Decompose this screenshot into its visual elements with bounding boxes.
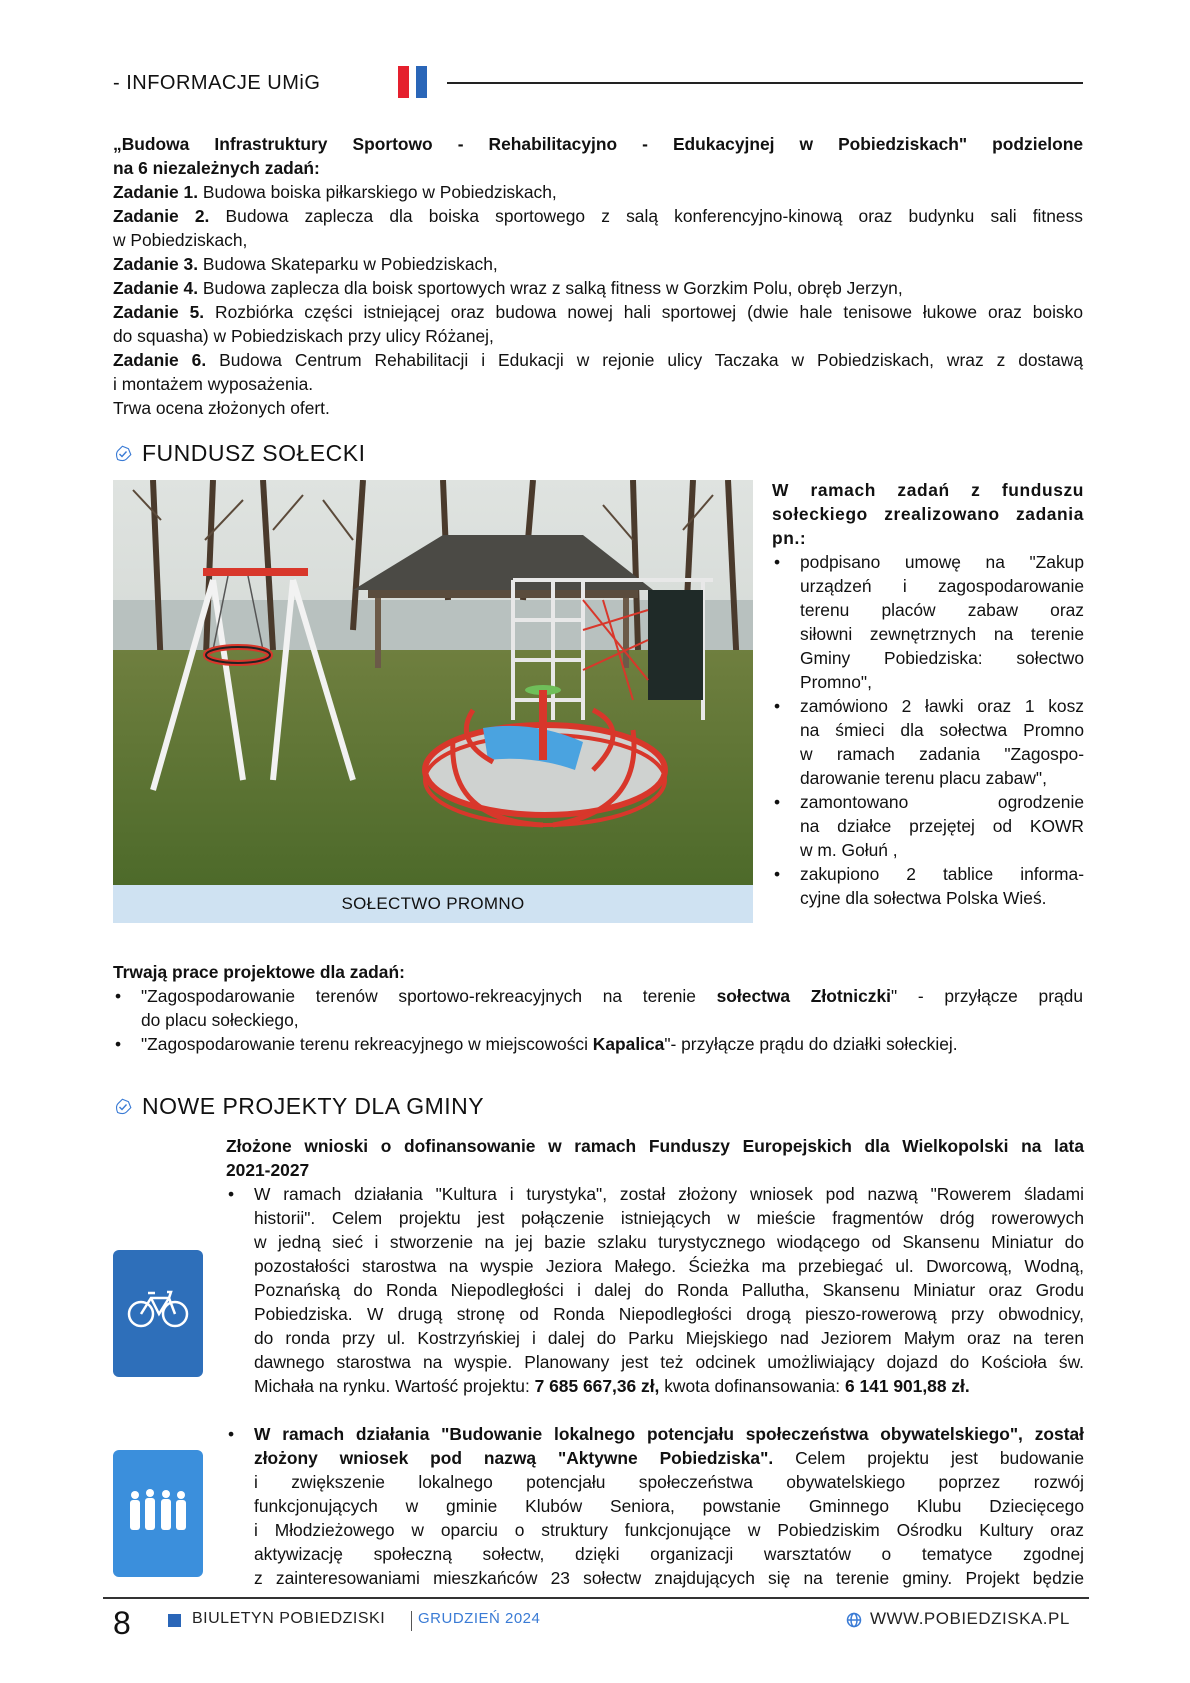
playground-photo [113,480,753,885]
list-item: • zakupiono 2 tablice informa- cyjne dla sołectwa Polska Wieś. [772,862,1084,910]
task-item-2: Zadanie 2. Budowa zaplecza dla boiska sportowego z salą konferencyjno-kinową oraz budynku sali fitness [113,206,1083,226]
check-badge-icon [113,1097,133,1117]
tasks-block [113,132,1083,420]
list-item: • podpisano umowę na "Zakup urządzeń i zagospodarowanie terenu placów zabaw oraz siłowni zewnętrznych na terenie Gminy Pobiedziska: sołectwo Promno", [772,550,1084,694]
projekty-title: NOWE PROJEKTY DLA GMINY [142,1093,485,1119]
task-item-1: Zadanie 1. Budowa boiska piłkarskiego w Pobiedziskach, [113,182,557,202]
footer-rule [103,1597,1089,1599]
projekty-block [226,1134,1084,1590]
photo-caption: SOŁECTWO PROMNO [113,885,753,923]
list-item: • W ramach działania "Kultura i turystyka", został złożony wniosek pod nazwą "Rowerem śladami historii". Celem projektu jest połączenie istniejących w mieście fragmentów dróg rowerowych w jedną sieć i stworzenie na jej bazie szlaku turystycznego wiodącego od Skansenu Miniatur do pozostałości starostwa na wyspie Jeziora Małego. Ścieżka ma przebiegać ul. Dworcową, Wodną, Poznańską do Ronda Niepodległości i dalej do Ronda Pallutha, Skansenu Miniatur oraz Grodu Pobiedziska. W drugą stronę od Ronda Niepodległości drogą pieszo-rowerową przy obwodnicy, do ronda przy ul. Kostrzyńskiej i dalej do Parku Miejskiego nad Jeziorem Małym oraz na teren dawnego starostwa na wyspie. Planowany jest też odcinek umożliwiający dojazd do Kościoła św. Michała na rynku. Wartość projektu: 7 685 667,36 zł, kwota dofinansowania: 6 141 901,88 zł. [226,1182,1084,1398]
list-item: • "Zagospodarowanie terenów sportowo-rekreacyjnych na terenie sołectwa Złotniczki" - przyłącze prądu do placu sołeckiego, [113,984,1083,1032]
task-item-2-cont: w Pobiedziskach, [113,230,248,250]
projekty-heading-1: Złożone wnioski o dofinansowanie w ramach Funduszy Europejskich dla Wielkopolski na lata [226,1136,1084,1156]
works-block [113,960,1083,1056]
header-flag-red [398,66,409,98]
fundusz-intro-3: pn.: [772,528,807,548]
fundusz-intro-2: sołeckiego zrealizowano zadania [772,504,1084,524]
tasks-intro: „Budowa Infrastruktury Sportowo - Rehabilitacyjno - Edukacyjnej w Pobiedziskach" podzielone [113,134,1083,154]
bicycle-icon [113,1250,203,1377]
works-list [113,984,1083,1056]
fundusz-text [772,478,1084,910]
list-item: • W ramach działania "Budowanie lokalnego potencjału społeczeństwa obywatelskiego", został złożony wniosek pod nazwą "Aktywne Pobiedziska". Celem projektu jest budowanie i zwiększenie lokalnego potencjału społeczeństwa obywatelskiego poprzez rozwój funkcjonujących w gminie Klubów Seniora, powstanie Gminnego Klubu Dziecięcego i Młodzieżowego w oparciu o struktury funkcjonujące w Pobiedziskim Ośrodku Kultury oraz aktywizację społeczną sołectw, dzięki organizacji warsztatów o tematyce zgodnej z zainteresowaniami mieszkańców 23 sołectw znajdujących się na terenie gminy. Projekt będzie [226,1422,1084,1590]
footer-square [168,1614,181,1627]
people-group-icon [113,1450,203,1577]
projekty-heading-2: 2021-2027 [226,1160,310,1180]
works-title: Trwają prace projektowe dla zadań: [113,962,405,982]
globe-icon [846,1612,862,1628]
footer-title: BIULETYN POBIEDZISKI [192,1610,386,1627]
header-rule [447,82,1083,84]
list-item: • "Zagospodarowanie terenu rekreacyjnego w miejscowości Kapalica"- przyłącze prądu do działki sołeckiej. [113,1032,1083,1056]
list-item: • zamontowano ogrodzenie na działce przejętej od KOWR w m. Gołuń , [772,790,1084,862]
task-item-5: Zadanie 5. Rozbiórka części istniejącej oraz budowa nowej hali sportowej (dwie hale tenisowe łukowe oraz boisko [113,302,1083,322]
tasks-status: Trwa ocena złożonych ofert. [113,398,330,418]
task-item-6: Zadanie 6. Budowa Centrum Rehabilitacji i Edukacji w rejonie ulicy Taczaka w Pobiedziskach, wraz z dostawą [113,350,1083,370]
footer-date: GRUDZIEŃ 2024 [418,1610,541,1627]
footer-separator [411,1611,412,1631]
fundusz-intro-1: W ramach zadań z funduszu [772,480,1084,500]
task-item-4: Zadanie 4. Budowa zaplecza dla boisk sportowych wraz z salką fitness w Gorzkim Polu, obręb Jerzyn, [113,278,903,298]
list-item: • zamówiono 2 ławki oraz 1 kosz na śmieci dla sołectwa Promno w ramach zadania "Zagospo- darowanie terenu placu zabaw", [772,694,1084,790]
task-item-3: Zadanie 3. Budowa Skateparku w Pobiedziskach, [113,254,498,274]
header-flag-blue [416,66,427,98]
section-header-label: - INFORMACJE UMiG [113,72,321,94]
bike-tile [113,1250,203,1377]
fundusz-title: FUNDUSZ SOŁECKI [142,440,366,466]
fundusz-bullet-list [772,550,1084,910]
task-item-5-cont: do squasha) w Pobiedziskach przy ulicy Różanej, [113,326,494,346]
projekty-list [226,1182,1084,1590]
page-number: 8 [113,1605,131,1641]
check-badge-icon [113,444,133,464]
task-item-6-cont: i montażem wyposażenia. [113,374,314,394]
footer-url-link[interactable]: WWW.POBIEDZISKA.PL [870,1609,1070,1628]
tasks-intro-2: na 6 niezależnych zadań: [113,158,320,178]
people-tile [113,1450,203,1577]
